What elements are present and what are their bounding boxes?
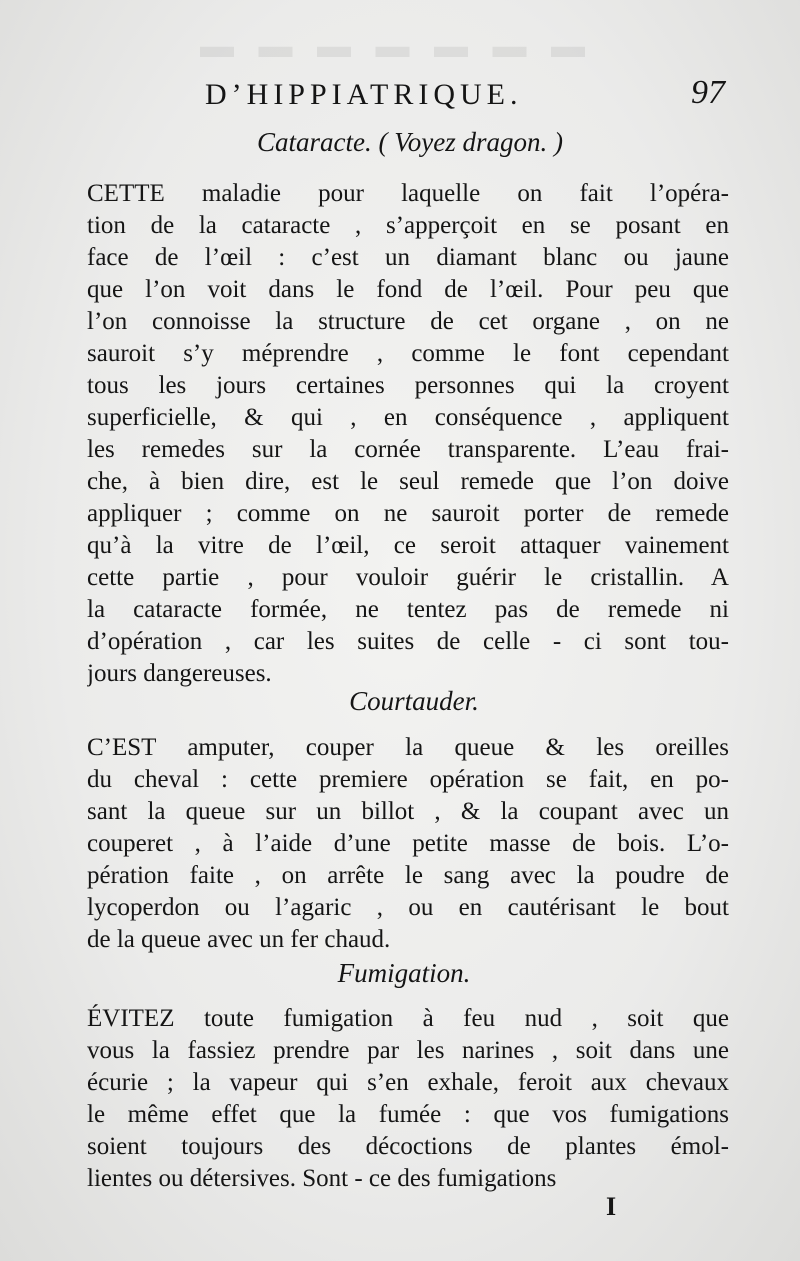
text-line: CETTE maladie pour laquelle on fait l’opéra- <box>87 180 729 207</box>
signature-mark: I <box>606 1192 617 1221</box>
section-heading-fumigation: Fumigation. <box>337 958 471 988</box>
text-line: sant la queue sur un billot , & la coupant avec un <box>87 798 729 825</box>
text-line: ÉVITEZ toute fumigation à feu nud , soit que <box>87 1005 729 1032</box>
text-line: face de l’œil : c’est un diamant blanc ou jaune <box>87 244 729 271</box>
text-line: lientes ou détersives. Sont - ce des fumigations <box>87 1165 557 1192</box>
text-line: écurie ; la vapeur qui s’en exhale, feroit aux chevaux <box>87 1069 729 1096</box>
paragraph-fumigation <box>87 1003 729 1195</box>
text-line: cette partie , pour vouloir guérir le cristallin. A <box>87 564 729 591</box>
paragraph-courtauder <box>87 732 729 956</box>
section-heading-cataracte: Cataracte. ( Voyez dragon. ) <box>257 127 563 157</box>
section-heading-courtauder: Courtauder. <box>349 686 479 716</box>
text-line: la cataracte formée, ne tentez pas de remede ni <box>87 596 729 623</box>
text-line: pération faite , on arrête le sang avec la poudre de <box>87 862 729 889</box>
text-line: les remedes sur la cornée transparente. L’eau frai- <box>87 436 729 463</box>
text-line: jours dangereuses. <box>87 660 272 687</box>
text-line: couperet , à l’aide d’une petite masse de bois. L’o- <box>87 830 729 857</box>
text-line: soient toujours des décoctions de plantes émol- <box>87 1133 729 1160</box>
running-head <box>205 74 725 118</box>
text-line: C’EST amputer, couper la queue & les oreilles <box>87 734 729 761</box>
text-line: che, à bien dire, est le seul remede que l’on doive <box>87 468 729 495</box>
text-line: le même effet que la fumée : que vos fumigations <box>87 1101 729 1128</box>
running-title: D’HIPPIATRIQUE. <box>205 78 523 111</box>
text-line: lycoperdon ou l’agaric , ou en cautérisant le bout <box>87 894 729 921</box>
text-line: appliquer ; comme on ne sauroit porter de remede <box>87 500 729 527</box>
show-through-text: ▬ ▬ ▬ ▬ ▬ ▬ ▬ <box>200 28 593 65</box>
text-line: qu’à la vitre de l’œil, ce seroit attaquer vainement <box>87 532 729 559</box>
text-line: tous les jours certaines personnes qui la croyent <box>87 372 729 399</box>
text-line: tion de la cataracte , s’apperçoit en se posant en <box>87 212 729 239</box>
paragraph-cataracte <box>87 178 729 690</box>
text-line: de la queue avec un fer chaud. <box>87 926 391 953</box>
text-line: superficielle, & qui , en conséquence , appliquent <box>87 404 729 431</box>
text-line: l’on connoisse la structure de cet organe , on ne <box>87 308 729 335</box>
text-line: vous la fassiez prendre par les narines , soit dans une <box>87 1037 729 1064</box>
text-line: sauroit s’y méprendre , comme le font cependant <box>87 340 729 367</box>
text-line: que l’on voit dans le fond de l’œil. Pour peu que <box>87 276 729 303</box>
page-number: 97 <box>691 74 725 111</box>
text-line: du cheval : cette premiere opération se fait, en po- <box>87 766 729 793</box>
text-line: d’opération , car les suites de celle - ci sont tou- <box>87 628 729 655</box>
